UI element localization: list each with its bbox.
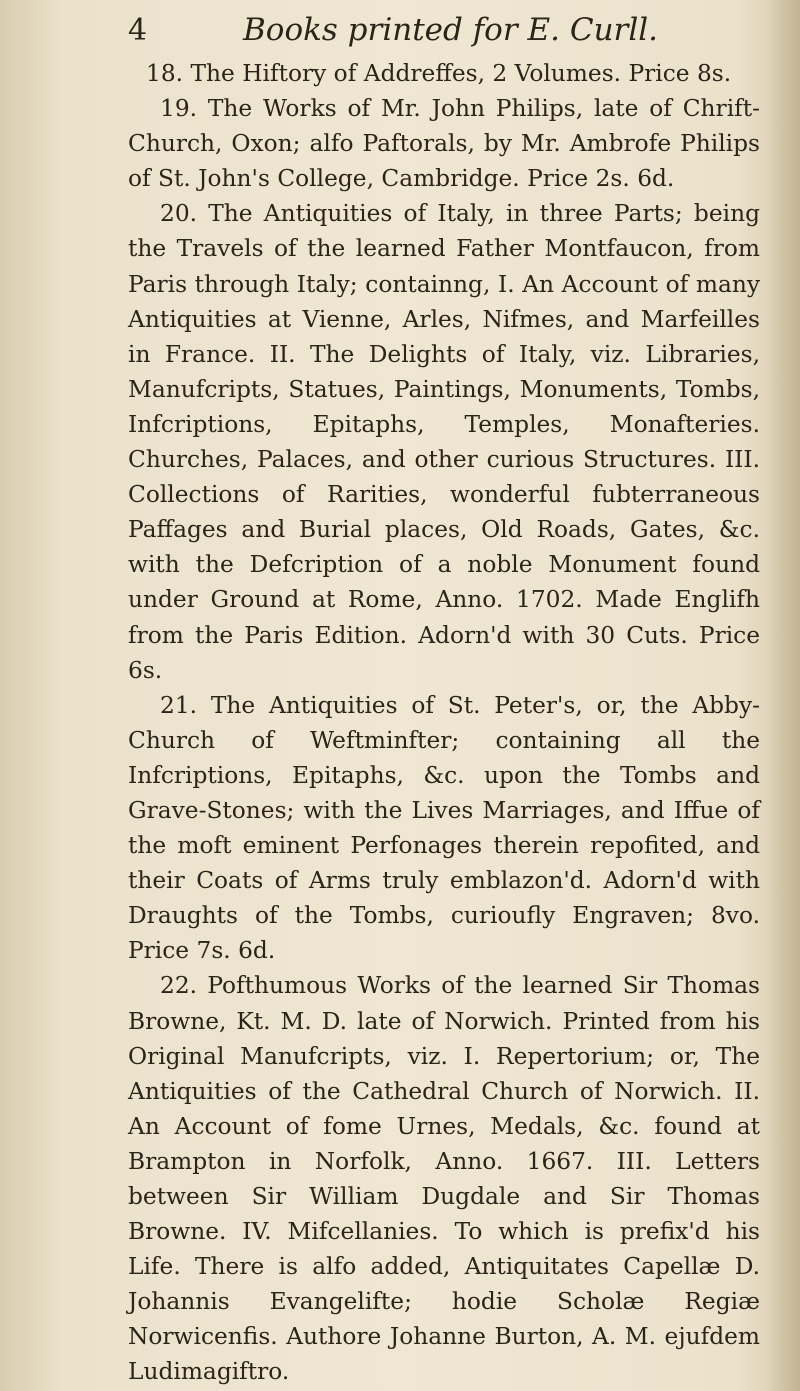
catalogue-entry (128, 56, 760, 91)
page-number: 4 (128, 13, 148, 48)
entry-text: The Works of Mr. John Philips, late of Chrift-Church, Oxon; alfo Paftorals, by Mr. Ambrofe Philips of St. John's College, Cambridge. Price 2s. 6d. (128, 95, 760, 193)
catalogue-entry (128, 91, 760, 196)
entry-text: The Antiquities of St. Peter's, or, the Abby-Church of Weftminfter; containing all the Infcriptions, Epitaphs, &c. upon the Tombs and Grave-Stones; with the Lives Marriages, and Iffue of the moft eminent Perfonages therein repofited, and their Coats of Arms truly emblazon'd. Adorn'd with Draughts of the Tombs, curioufly Engraven; 8vo. Price 7s. 6d. (128, 691, 761, 965)
entry-number: 18. (146, 60, 184, 87)
catalogue-entry (128, 688, 760, 969)
entry-number: 19. (160, 95, 198, 123)
page-edge-shadow (766, 0, 800, 1391)
catalogue-entry (128, 968, 760, 1389)
entry-text: The Hiftory of Addreffes, 2 Volumes. Price 8s. (190, 60, 732, 87)
catalogue-entry (128, 196, 760, 687)
entry-number: 21. (160, 691, 198, 719)
catalogue-entries (128, 56, 760, 1390)
entry-text: The Antiquities of Italy, in three Parts; being the Travels of the learned Father Montfaucon, from Paris through Italy; containng, I. An Account of many Antiquities at Vienne, Arles, Nifmes, and Marfeilles in France. II. The Delights of Italy, viz. Libraries, Manufcripts, Statues, Paintings, Monuments, Tombs, Infcriptions, Epitaphs, Temples, Monafteries. Churches, Palaces, and other curious Structures. III. Collections of Rarities, wonderful fubterraneous Paffages and Burial places, Old Roads, Gates, &c. with the Defcription of a noble Monument found under Ground at Rome, Anno. 1702. Made Englifh from the Paris Edition. Adorn'd with 30 Cuts. Price 6s. (128, 200, 760, 684)
entry-text: Pofthumous Works of the learned Sir Thomas Browne, Kt. M. D. late of Norwich. Printed from his Original Manufcripts, viz. I. Repertorium; or, The Antiquities of the Cathedral Church of Norwich. II. An Account of fome Urnes, Medals, &c. found at Brampton in Norfolk, Anno. 1667. III. Letters between Sir William Dugdale and Sir Thomas Browne. IV. Mifcellanies. To which is prefix'd his Life. There is alfo added, Antiquitates Capellæ D. Johannis Evangelifte; hodie Scholæ Regiæ Norwicenfis. Authore Johanne Burton, A. M. ejufdem Ludimagiftro. (128, 972, 761, 1386)
entry-number: 20. (160, 200, 198, 228)
page-header (128, 12, 760, 56)
running-head: Books printed for E. Curll. (243, 12, 659, 48)
entry-number: 22. (160, 972, 198, 1000)
